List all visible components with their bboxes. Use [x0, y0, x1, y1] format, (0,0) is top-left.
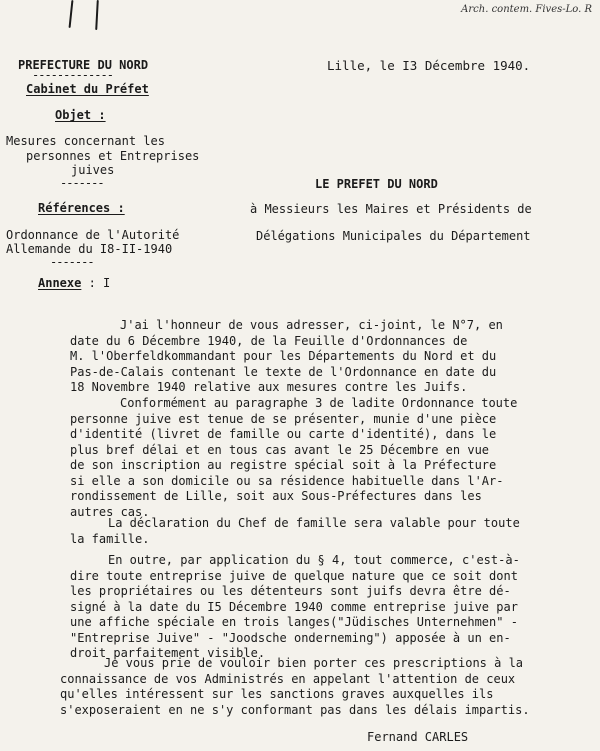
- body-paragraph: [70, 553, 560, 662]
- archive-margin-note: Arch. contem. Fives-Lo. R: [461, 4, 592, 15]
- body-line: signé à la date du I5 Décembre 1940 comme entreprise juive par: [70, 599, 518, 614]
- body-line: date du 6 Décembre 1940, de la Feuille d'Ordonnances de: [70, 333, 468, 348]
- objet-line: personnes et Entreprises: [26, 149, 200, 163]
- body-line: La déclaration du Chef de famille sera valable pour toute: [108, 516, 520, 530]
- pen-stroke-mark: [95, 0, 99, 30]
- body-line: une affiche spéciale en trois langes("Jüdisches Unternehmen" -: [70, 615, 518, 629]
- references-line: Allemande du I8-II-1940: [6, 242, 173, 256]
- annexe: [38, 276, 110, 290]
- body-line: "Entreprise Juive" - "Joodsche onderneming") apposée à un en-: [70, 630, 511, 645]
- body-line: 18 Novembre 1940 relative aux mesures contre les Juifs.: [70, 380, 468, 394]
- addressee-line: à Messieurs les Maires et Présidents de: [250, 202, 532, 216]
- body-line: Je vous prie de vouloir bien porter ces prescriptions à la: [104, 656, 524, 670]
- body-line: plus bref délai et en tous cas avant le 25 Décembre en vue: [70, 442, 490, 457]
- objet-label: Objet :: [55, 108, 106, 122]
- addressee-title: LE PREFET DU NORD: [315, 177, 438, 191]
- body-paragraph: [60, 656, 570, 718]
- body-line: si elle a son domicile ou sa résidence habituelle dans l'Ar-: [70, 473, 504, 488]
- prefecture-heading: PREFECTURE DU NORD: [18, 58, 149, 72]
- objet-rule: -------: [60, 176, 104, 190]
- signature: Fernand CARLES: [367, 730, 469, 744]
- body-line: Conformément au paragraphe 3 de ladite Ordonnance toute: [120, 396, 518, 410]
- place-date: Lille, le I3 Décembre 1940.: [327, 58, 531, 73]
- body-line: s'exposeraient en ne s'y conformant pas dans les délais impartis.: [60, 702, 530, 717]
- cabinet-heading: Cabinet du Préfet: [26, 82, 149, 96]
- annexe-label: Annexe: [38, 276, 82, 290]
- objet-line: Mesures concernant les: [6, 134, 165, 148]
- references-rule: -------: [50, 255, 94, 269]
- body-paragraph: [70, 516, 560, 547]
- pen-stroke-mark: [69, 0, 74, 28]
- body-line: les propriétaires ou les détenteurs sont juifs devra être dé-: [70, 584, 511, 598]
- prefecture-rule: -------------: [32, 68, 113, 82]
- body-line: de son inscription au registre spécial soit à la Préfecture: [70, 458, 497, 472]
- body-line: Pas-de-Calais contenant le texte de l'Ordonnance en date du: [70, 364, 497, 379]
- body-line: rondissement de Lille, soit aux Sous-Préfectures dans les: [70, 489, 482, 503]
- body-line: M. l'Oberfeldkommandant pour les Départements du Nord et du: [70, 349, 497, 363]
- body-line: dire toute entreprise juive de quelque nature que ce soit dont: [70, 568, 518, 583]
- body-line: connaissance de vos Administrés en appelant l'attention de ceux: [60, 671, 516, 686]
- body-paragraph: [70, 318, 560, 396]
- references-line: Ordonnance de l'Autorité: [6, 228, 180, 242]
- body-line: personne juive est tenue de se présenter, munie d'une pièce: [70, 411, 497, 426]
- annexe-value: : I: [88, 276, 111, 290]
- references-label: Références :: [38, 201, 125, 215]
- objet-line: juives: [71, 163, 115, 177]
- body-line: J'ai l'honneur de vous adresser, ci-joint, le N°7, en: [120, 318, 503, 332]
- body-line: d'identité (livret de famille ou carte d'identité), dans le: [70, 427, 497, 441]
- addressee-line: Délégations Municipales du Département: [256, 229, 531, 243]
- body-line: qu'elles intéressent sur les sanctions graves auxquelles ils: [60, 687, 494, 701]
- body-line: droit parfaitement visible.: [70, 646, 266, 660]
- body-line: autres cas.: [70, 504, 150, 519]
- body-line: En outre, par application du § 4, tout commerce, c'est-à-: [108, 553, 520, 567]
- body-paragraph: [70, 396, 560, 520]
- body-line: la famille.: [70, 531, 150, 546]
